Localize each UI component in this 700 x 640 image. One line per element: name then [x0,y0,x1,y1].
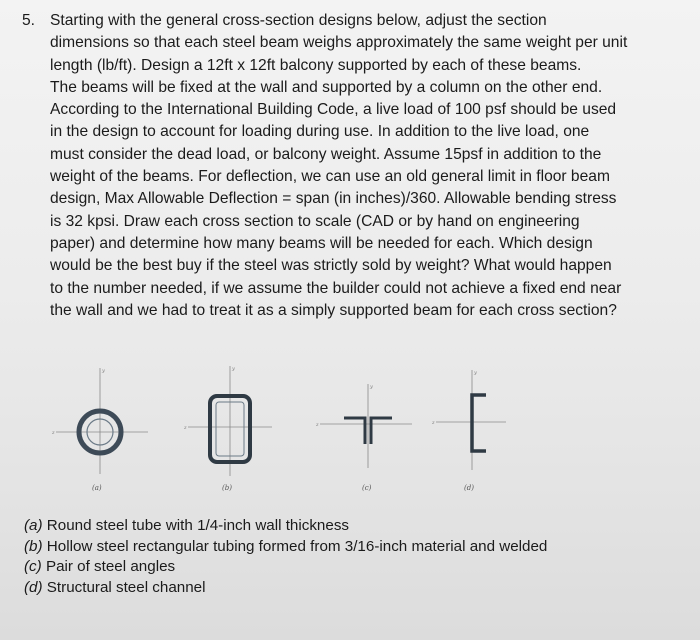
problem-text [50,10,682,322]
y-axis-label: y [232,366,235,372]
problem-statement [22,10,682,322]
round-tube-section [51,368,148,492]
problem-line: is 32 kpsi. Draw each cross section to scale (CAD or by hand on engineering [50,212,580,230]
figure-label-c: (c) [362,484,372,492]
channel-section [431,370,506,492]
caption-letter: (a) [24,517,43,534]
problem-line: weight of the beams. For deflection, we can use an old general limit in floor beam [50,168,610,186]
problem-line: in the design to account for loading during use. In addition to the live load, one [50,123,590,141]
cross-section-figure [40,362,560,512]
figure-label-a: (a) [92,484,102,492]
problem-line: According to the International Building Code, a live load of 100 psf should be used [50,101,617,119]
z-axis-label: z [316,422,319,428]
z-axis-label: z [52,430,55,436]
figure-label-d: (d) [464,484,474,492]
problem-line: dimensions so that each steel beam weighs approximately the same weight per unit [50,34,628,52]
caption-text: Pair of steel angles [41,558,176,575]
y-axis-label: y [370,384,373,390]
y-axis-label: y [474,370,477,376]
problem-line: design, Max Allowable Deflection = span (in inches)/360. Allowable bending stress [50,190,617,208]
caption-d [24,578,547,599]
problem-line: paper) and determine how many beams will be needed for each. Which design [50,234,593,252]
caption-text: Hollow steel rectangular tubing formed from 3/16-inch material and welded [42,537,548,555]
channel-profile [472,395,486,451]
problem-line: must consider the dead load, or balcony weight. Assume 15psf in addition to the [50,145,602,163]
double-angle-section [315,384,412,492]
problem-line: Starting with the general cross-section designs below, adjust the section [50,12,547,29]
problem-line: The beams will be fixed at the wall and supported by a column on the other end. [50,78,603,96]
right-angle [371,418,392,444]
rectangular-tube-section [183,366,272,492]
caption-c [24,557,547,578]
z-axis-label: z [432,420,435,426]
left-angle [344,418,365,444]
y-axis-label: y [102,368,105,374]
caption-letter: (d) [24,578,43,596]
problem-line: the wall and we had to treat it as a simply supported beam for each cross section? [50,301,617,319]
caption-text: Round steel tube with 1/4-inch wall thickness [42,517,350,534]
caption-a [24,516,547,537]
caption-letter: (c) [24,558,42,575]
z-axis-label: z [184,425,187,431]
caption-list [24,516,547,598]
caption-text: Structural steel channel [42,578,206,596]
problem-number: 5. [22,12,36,29]
caption-letter: (b) [24,537,43,555]
problem-line: length (lb/ft). Design a 12ft x 12ft balcony supported by each of these beams. [50,56,582,74]
problem-line: to the number needed, if we assume the builder could not achieve a fixed end near [50,279,622,297]
problem-line: would be the best buy if the steel was strictly sold by weight? What would happen [50,257,612,275]
figure-label-b: (b) [222,484,232,492]
caption-b [24,537,547,558]
